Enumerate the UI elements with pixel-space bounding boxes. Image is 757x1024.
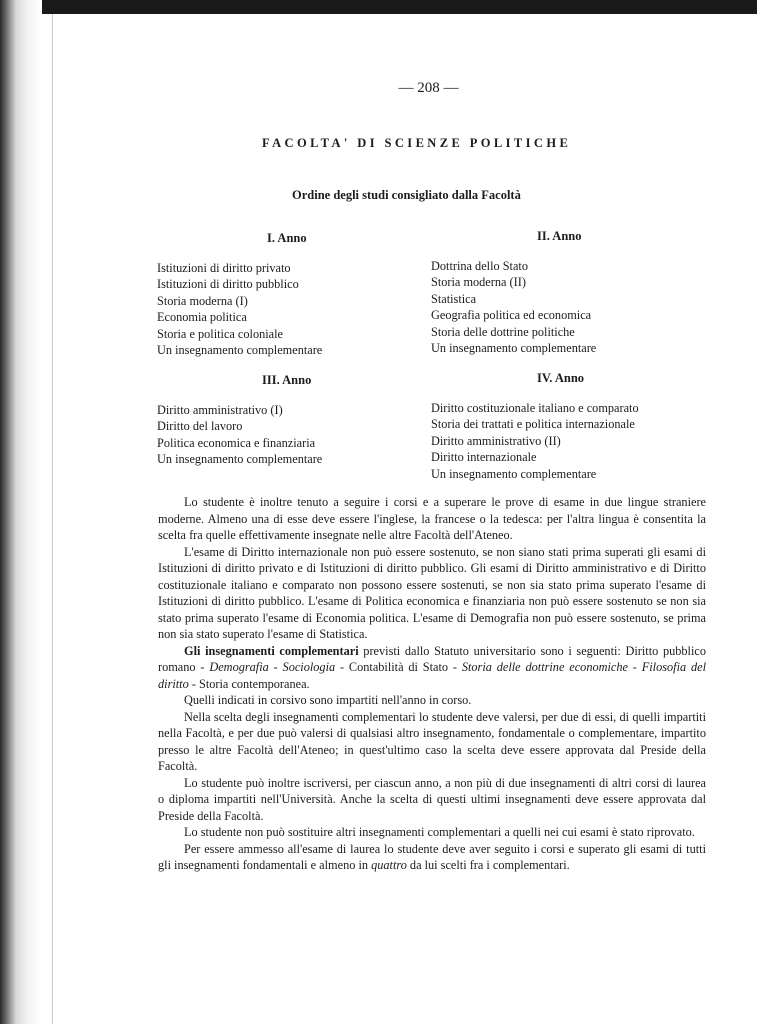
year-3-block (157, 372, 322, 468)
course-item: Statistica (431, 291, 477, 306)
complementary-lead-bold: Gli insegnamenti complementari (184, 643, 359, 658)
course-item: Un insegnamento complementare (157, 452, 323, 466)
year-4-course-list (431, 400, 639, 483)
year-2-block (431, 228, 596, 357)
year-3-heading: III. Anno (262, 373, 312, 387)
course-item: Istituzioni di diritto pubblico (157, 277, 299, 291)
course-item: Diritto del lavoro (157, 419, 243, 433)
course-item: Un insegnamento complementare (431, 466, 597, 481)
scan-fold-line (52, 14, 53, 1024)
course-item: Diritto internazionale (431, 450, 537, 464)
paragraph-italic-note: Quelli indicati in corsivo sono impartiti nell'anno in corso. (184, 693, 472, 707)
complementary-text-3: - Storia contemporanea. (188, 676, 310, 691)
degree-italic-quattro: quattro (371, 858, 407, 872)
complementary-italic-1: Demografia - Sociologia (209, 660, 336, 674)
course-item: Diritto amministrativo (I) (157, 402, 283, 417)
scan-border-left (0, 0, 42, 1024)
paragraph-other-courses: Lo studente può inoltre iscriversi, per ciascun anno, a non più di due insegnamenti di altri corsi di laurea o diploma impartiti nell'Università. Anche la scelta di questi ultimi insegnamenti deve essere approvata dal Preside della Facoltà. (158, 775, 706, 823)
complementary-text-1: previsti dallo Statuto universitario sono i seguenti: Diritto pubblico romano - (158, 643, 706, 674)
paragraph-choice-rules: Nella scelta degli insegnamenti complementari lo studente deve valersi, per due di essi, di quelli impartiti nella Facoltà, e per due può valersi di qualsiasi altro insegnamento, fondamentale o complementare, impartito presso le altre Facoltà dell'Ateneo; in quest'ultimo caso la scelta deve essere approvata dal Preside della Facoltà. (158, 709, 706, 773)
degree-text-1: Per essere ammesso all'esame di laurea lo studente deve aver seguito i corsi e superato gli esami di tutti gli insegnamenti fondamentali e almeno in (158, 841, 706, 872)
degree-text-2: da lui scelti fra i complementari. (406, 858, 570, 872)
course-item: Storia dei trattati e politica internazionale (431, 417, 635, 431)
paragraph-exam-prerequisites: L'esame di Diritto internazionale non può essere sostenuto, se non siano stati prima superati gli esami di Istituzioni di diritto privato e di Istituzioni di diritto pubblico. Gli esami di Diritto amministrativo e di Diritto costituzionale italiano e comparato non possono essere sostenuti, se non sia stato prima superato l'esame di Istituzioni di diritto pubblico. L'esame di Politica economica e finanziaria non può essere sostenuto se non sia stato prima superato l'esame di Economia politica. L'esame di Demografia non può essere sostenuto, se prima non sia stato superato l'esame di Statistica. (158, 544, 706, 641)
year-4-block (431, 370, 639, 482)
course-item: Storia moderna (I) (157, 293, 248, 308)
year-2-heading: II. Anno (537, 229, 582, 243)
course-item: Geografia politica ed economica (431, 308, 592, 322)
course-item: Politica economica e finanziaria (157, 435, 316, 450)
course-item: Diritto costituzionale italiano e comparato (431, 400, 639, 415)
year-3-course-list (157, 402, 322, 468)
year-1-block (157, 230, 322, 359)
paragraph-failed-exams: Lo studente non può sostituire altri insegnamenti complementari a quelli nei cui esami è stato riprovato. (184, 825, 695, 839)
faculty-title: FACOLTA' DI SCIENZE POLITICHE (262, 136, 572, 150)
complementary-italic-2: Storia delle dottrine economiche - Filosofia del diritto (158, 660, 707, 691)
order-subtitle: Ordine degli studi consigliato dalla Facoltà (292, 188, 521, 202)
course-item: Dottrina dello Stato (431, 258, 528, 273)
course-item: Un insegnamento complementare (431, 341, 597, 355)
year-1-course-list (157, 260, 322, 359)
course-item: Economia politica (157, 310, 247, 324)
course-item: Istituzioni di diritto privato (157, 260, 291, 275)
course-item: Storia moderna (II) (431, 275, 526, 289)
page-number: — 208 — (398, 80, 459, 96)
course-item: Diritto amministrativo (II) (431, 433, 561, 448)
scan-border-top (0, 0, 757, 14)
course-item: Storia e politica coloniale (157, 326, 284, 341)
paragraph-degree-admission (158, 841, 706, 874)
course-item: Storia delle dottrine politiche (431, 324, 575, 339)
year-4-heading: IV. Anno (537, 371, 585, 385)
complementary-text-2: - Contabilità di Stato - (335, 660, 462, 674)
year-1-heading: I. Anno (267, 231, 307, 245)
year-2-course-list (431, 258, 596, 357)
regulations-text (158, 494, 706, 874)
course-item: Un insegnamento complementare (157, 343, 323, 357)
paragraph-languages: Lo studente è inoltre tenuto a seguire i corsi e a superare le prove di esame in due lingue straniere moderne. Almeno una di esse deve essere l'inglese, la francese o la tedesca: per l'altra lingua è consentita la scelta fra quelle effettivamente insegnate nelle altre Facoltà dell'Ateneo. (158, 495, 706, 542)
paragraph-complementary-courses (158, 643, 706, 693)
